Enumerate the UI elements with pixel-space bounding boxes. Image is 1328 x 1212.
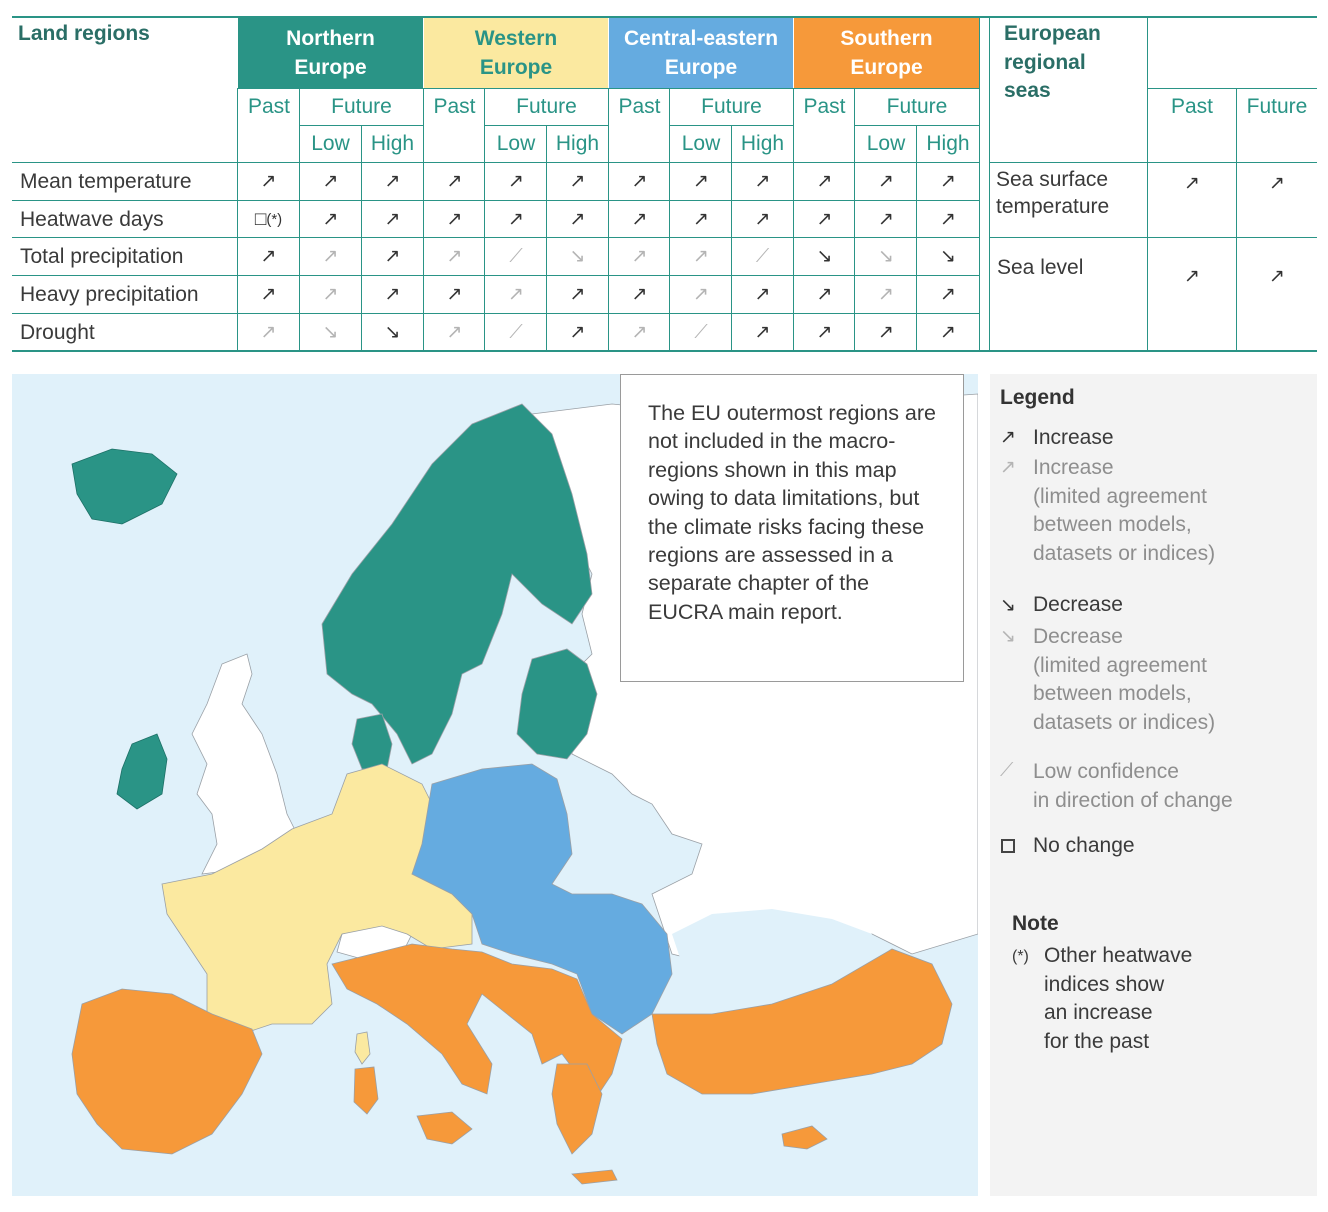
increase-arrow-icon: ↗: [878, 322, 894, 343]
indicator-label: Heatwave days: [20, 207, 164, 231]
past-header: Past: [433, 95, 476, 118]
seas-title-line1: European: [1004, 22, 1101, 45]
trend-cell: [362, 276, 423, 313]
trend-cell: [609, 276, 670, 313]
note-line: indices show: [1044, 972, 1165, 996]
trend-cell: [794, 314, 855, 351]
future-header: Future: [701, 95, 762, 118]
sea-indicator-line2: temperature: [996, 195, 1110, 218]
land-regions-header: Land regions: [18, 22, 150, 45]
increase-arrow-icon: ↗: [1269, 265, 1285, 287]
trend-cell: [609, 238, 670, 275]
table-border-bottom: [12, 350, 1317, 352]
region-header-central-eastern-europe: [609, 18, 793, 88]
trend-cell: [917, 276, 979, 313]
trend-cell: [917, 314, 979, 351]
increase-arrow-icon: ↗: [569, 322, 586, 343]
future-header: Future: [516, 95, 577, 118]
trend-cell: [238, 238, 299, 275]
legend-increase-limited: [1033, 454, 1215, 568]
legend-panel: [990, 374, 1317, 1196]
sea-trend-past: [1148, 258, 1236, 294]
trend-cell: [547, 163, 608, 200]
trend-cell: [485, 314, 547, 351]
trend-cell: [794, 163, 855, 200]
decrease-arrow-icon: [1000, 594, 1016, 617]
trend-cell: [547, 276, 608, 313]
increase-arrow-icon: ↗: [322, 284, 339, 305]
trend-cell: [670, 238, 732, 275]
symbol-glyph: ⟋: [1000, 760, 1014, 781]
seas-title-line2: regional: [1004, 50, 1086, 74]
trend-cell: [424, 238, 485, 275]
past-header: Past: [247, 95, 291, 118]
future-header: Future: [331, 95, 392, 118]
trend-cell: [732, 276, 793, 313]
sea-trend-future: [1237, 258, 1317, 294]
trend-cell: [300, 201, 361, 238]
symbol-glyph: ↗: [1000, 457, 1016, 478]
table-rule: [854, 88, 855, 350]
trend-cell: [670, 201, 732, 238]
region-header-northern-europe: [238, 18, 423, 88]
trend-cell: [238, 163, 299, 200]
increase-arrow-icon: ↗: [878, 209, 894, 230]
trend-cell: [362, 314, 423, 351]
increase-arrow-icon: ↗: [631, 322, 648, 343]
trend-cell: [362, 201, 423, 238]
increase-arrow-icon: ↗: [631, 209, 648, 230]
future-header: Future: [886, 95, 948, 118]
legend-line: between models,: [1033, 682, 1192, 705]
table-rule: [12, 237, 979, 238]
trend-cell: [670, 163, 732, 200]
trend-cell: [855, 238, 917, 275]
region-header-southern-europe: [794, 18, 979, 88]
table-rule: [855, 125, 979, 126]
legend-line: datasets or indices): [1033, 710, 1216, 734]
legend-no-change: No change: [1033, 834, 1135, 857]
increase-arrow-icon: ↗: [322, 171, 339, 192]
table-rule: [12, 162, 979, 163]
table-rule: [608, 88, 609, 350]
symbol-glyph: ↘: [1000, 626, 1016, 647]
trend-cell: [362, 163, 423, 200]
increase-arrow-icon: ↗: [754, 284, 771, 305]
table-rule: [979, 16, 980, 350]
increase-arrow-icon: ↗: [631, 246, 648, 267]
no-change-square-icon: □: [254, 208, 267, 230]
table-rule: [299, 88, 300, 350]
high-header: High: [740, 132, 785, 155]
increase-arrow-icon: ↗: [446, 322, 463, 343]
increase-arrow-icon: ↗: [940, 284, 956, 305]
trend-cell: [732, 238, 793, 275]
trend-cell: [917, 201, 979, 238]
trend-cell: [732, 163, 793, 200]
table-rule: [731, 125, 732, 350]
table-rule: [423, 88, 424, 350]
region-name-line2: Europe: [664, 56, 738, 79]
symbol-glyph: ↘: [1000, 595, 1016, 616]
increase-arrow-icon: ↗: [260, 246, 277, 267]
high-header: High: [370, 132, 415, 155]
legend-line: (limited agreement: [1033, 484, 1207, 508]
trend-cell: [917, 163, 979, 200]
table-rule: [1148, 88, 1317, 89]
low-confidence-line-icon: ⟋: [509, 321, 523, 343]
increase-arrow-icon: ↗: [878, 284, 894, 305]
increase-arrow-icon: ↗: [384, 171, 401, 192]
increase-arrow-icon: ↗: [631, 284, 648, 305]
legend-line: datasets or indices): [1033, 541, 1216, 565]
table-border-top: [12, 16, 1317, 18]
low-confidence-line-icon: ⟋: [755, 245, 770, 267]
trend-cell: [609, 201, 670, 238]
decrease-arrow-icon: ↘: [878, 246, 894, 267]
increase-arrow-icon: ↗: [940, 209, 956, 230]
increase-arrow-icon: ↗: [693, 284, 709, 305]
increase-arrow-icon: ↗: [260, 322, 277, 343]
increase-limited-arrow-icon: [1000, 456, 1016, 479]
sea-indicator-line1: Sea level: [997, 256, 1084, 279]
increase-arrow-icon: ↗: [816, 209, 833, 230]
trend-cell: [238, 314, 299, 351]
trend-cell: [485, 238, 547, 275]
increase-arrow-icon: ↗: [816, 284, 833, 305]
table-rule: [12, 275, 979, 276]
increase-arrow-icon: ↗: [446, 246, 463, 267]
table-rule: [793, 88, 794, 350]
trend-cell: [485, 276, 547, 313]
region-name-line1: Northern: [286, 27, 375, 50]
trend-cell: [855, 201, 917, 238]
increase-arrow-icon: ↗: [569, 171, 586, 192]
trend-cell: [424, 276, 485, 313]
low-confidence-line-icon: ⟋: [509, 245, 523, 267]
increase-arrow-icon: ↗: [508, 284, 524, 305]
increase-arrow-icon: ↗: [384, 284, 401, 305]
trend-cell: [238, 201, 299, 238]
increase-arrow-icon: ↗: [693, 209, 709, 230]
increase-arrow-icon: ↗: [260, 284, 277, 305]
note-text: [1044, 942, 1192, 1056]
outermost-regions-note: The EU outermost regions are not included in the macro-regions shown in this map owing to data limitations, but the climate risks facing these regions are assessed in a separate chapter of the EUCRA main report.: [620, 374, 964, 682]
increase-arrow-icon: ↗: [754, 171, 771, 192]
sea-indicator-label: [990, 252, 1147, 284]
table-rule: [484, 88, 485, 350]
trend-cell: [300, 314, 361, 351]
low-header: Low: [681, 132, 721, 155]
past-header: Past: [803, 95, 846, 118]
decrease-arrow-icon: ↘: [322, 322, 339, 343]
increase-arrow-icon: ↗: [384, 246, 401, 267]
trend-cell: [609, 163, 670, 200]
low-confidence-line-icon: [1000, 760, 1013, 782]
seas-header: [996, 20, 1146, 108]
trend-cell: [547, 238, 608, 275]
trend-cell: [300, 163, 361, 200]
sea-indicator-line1: Sea surface: [996, 168, 1109, 191]
trend-cell: [670, 314, 732, 351]
increase-arrow-icon: ↗: [631, 171, 648, 192]
legend-line: Decrease: [1033, 625, 1123, 648]
region-name-line1: Western: [474, 27, 558, 50]
trend-cell: [362, 238, 423, 275]
legend-line: between models,: [1033, 513, 1192, 536]
legend-line: (limited agreement: [1033, 653, 1207, 677]
decrease-arrow-icon: ↘: [384, 322, 401, 343]
table-rule: [1147, 16, 1148, 350]
increase-arrow-icon: ↗: [569, 284, 586, 305]
sea-trend-past: [1148, 166, 1236, 200]
decrease-limited-arrow-icon: [1000, 625, 1016, 648]
sea-indicator-label: [990, 166, 1147, 226]
increase-arrow-icon: ↗: [693, 246, 709, 267]
increase-arrow-icon: ↗: [446, 284, 463, 305]
table-rule: [989, 16, 990, 350]
sea-future-header: Future: [1246, 95, 1308, 118]
legend-line: Low confidence: [1033, 760, 1179, 783]
table-rule: [546, 125, 547, 350]
legend-decrease-limited: [1033, 623, 1215, 737]
legend-line: in direction of change: [1033, 788, 1233, 812]
past-header: Past: [618, 95, 661, 118]
increase-arrow-icon: ↗: [878, 171, 894, 192]
table-rule: [237, 88, 238, 350]
increase-arrow-icon: ↗: [1184, 172, 1200, 194]
increase-arrow-icon: ↗: [384, 209, 401, 230]
trend-cell: [732, 201, 793, 238]
trend-cell: [732, 314, 793, 351]
trend-cell: [794, 276, 855, 313]
europe-macro-regions-map: [12, 374, 978, 1196]
increase-arrow-icon: ↗: [446, 171, 463, 192]
legend-increase: Increase: [1033, 426, 1114, 449]
region-name-line1: Central-eastern: [623, 27, 779, 50]
table-rule: [12, 200, 979, 201]
decrease-arrow-icon: ↘: [816, 246, 833, 267]
symbol-glyph: ↗: [1000, 427, 1016, 448]
increase-arrow-icon: ↗: [754, 322, 771, 343]
note-line: for the past: [1044, 1029, 1150, 1053]
increase-arrow-icon: ↗: [508, 209, 524, 230]
legend-title: Legend: [1000, 386, 1075, 409]
high-header: High: [926, 132, 970, 155]
decrease-arrow-icon: ↘: [569, 246, 586, 267]
no-change-square-icon: [1001, 839, 1015, 853]
trend-cell: [855, 276, 917, 313]
note-marker: (*): [1012, 948, 1029, 965]
trend-cell: [485, 201, 547, 238]
indicator-label: Total precipitation: [20, 244, 184, 268]
legend-low-confidence: [1033, 758, 1233, 815]
table-rule: [669, 88, 670, 350]
increase-arrow-icon: ↗: [1184, 265, 1200, 287]
trend-cell: [917, 238, 979, 275]
table-rule: [990, 162, 1317, 163]
region-name-line1: Southern: [840, 27, 933, 50]
region-name-line2: Europe: [850, 56, 923, 79]
increase-arrow-icon: ↗: [322, 246, 339, 267]
increase-arrow-icon: ↗: [322, 209, 339, 230]
indicator-label: Drought: [20, 320, 95, 344]
increase-arrow-icon: ↗: [693, 171, 709, 192]
increase-arrow-icon: [1000, 426, 1016, 449]
increase-arrow-icon: ↗: [446, 209, 463, 230]
note-line: an increase: [1044, 1001, 1153, 1024]
region-header-western-europe: [424, 18, 608, 88]
legend-line: Increase: [1033, 456, 1114, 479]
trend-cell: [238, 276, 299, 313]
trend-cell: [424, 314, 485, 351]
increase-arrow-icon: ↗: [816, 322, 833, 343]
increase-arrow-icon: ↗: [569, 209, 586, 230]
trend-cell: [424, 163, 485, 200]
trend-cell: [855, 314, 917, 351]
increase-arrow-icon: ↗: [508, 171, 524, 192]
indicator-label: Heavy precipitation: [20, 282, 199, 306]
legend-decrease: Decrease: [1033, 593, 1123, 616]
increase-arrow-icon: ↗: [754, 209, 771, 230]
seas-title-line3: seas: [1004, 79, 1051, 102]
note-line: Other heatwave: [1044, 944, 1193, 967]
increase-arrow-icon: ↗: [940, 322, 956, 343]
region-name-line2: Europe: [294, 56, 367, 79]
trend-cell: [794, 201, 855, 238]
low-header: Low: [496, 132, 536, 155]
trend-cell: [300, 276, 361, 313]
sea-trend-future: [1237, 166, 1317, 200]
note-title: Note: [1012, 912, 1059, 935]
trend-cell: [670, 276, 732, 313]
trend-cell: [609, 314, 670, 351]
trend-cell: [485, 163, 547, 200]
increase-arrow-icon: ↗: [1269, 172, 1285, 194]
trend-cell: [547, 314, 608, 351]
trend-cell: [547, 201, 608, 238]
increase-arrow-icon: ↗: [940, 171, 956, 192]
trend-cell: [424, 201, 485, 238]
increase-arrow-icon: ↗: [816, 171, 833, 192]
low-header: Low: [311, 132, 350, 155]
table-rule: [12, 313, 979, 314]
indicator-label: Mean temperature: [20, 169, 192, 193]
decrease-arrow-icon: ↘: [940, 246, 956, 267]
table-rule: [361, 125, 362, 350]
table-rule: [916, 125, 917, 350]
high-header: High: [555, 132, 600, 155]
climate-change-table: [12, 16, 1317, 352]
region-name-line2: Europe: [479, 56, 553, 79]
table-rule: [1236, 88, 1237, 350]
heatwave-note-marker: (*): [266, 211, 283, 228]
low-header: Low: [866, 132, 906, 155]
increase-arrow-icon: ↗: [260, 171, 277, 192]
sea-past-header: Past: [1170, 95, 1214, 118]
trend-cell: [794, 238, 855, 275]
low-confidence-line-icon: ⟋: [694, 321, 708, 343]
trend-cell: [855, 163, 917, 200]
trend-cell: [300, 238, 361, 275]
table-rule: [990, 237, 1317, 238]
